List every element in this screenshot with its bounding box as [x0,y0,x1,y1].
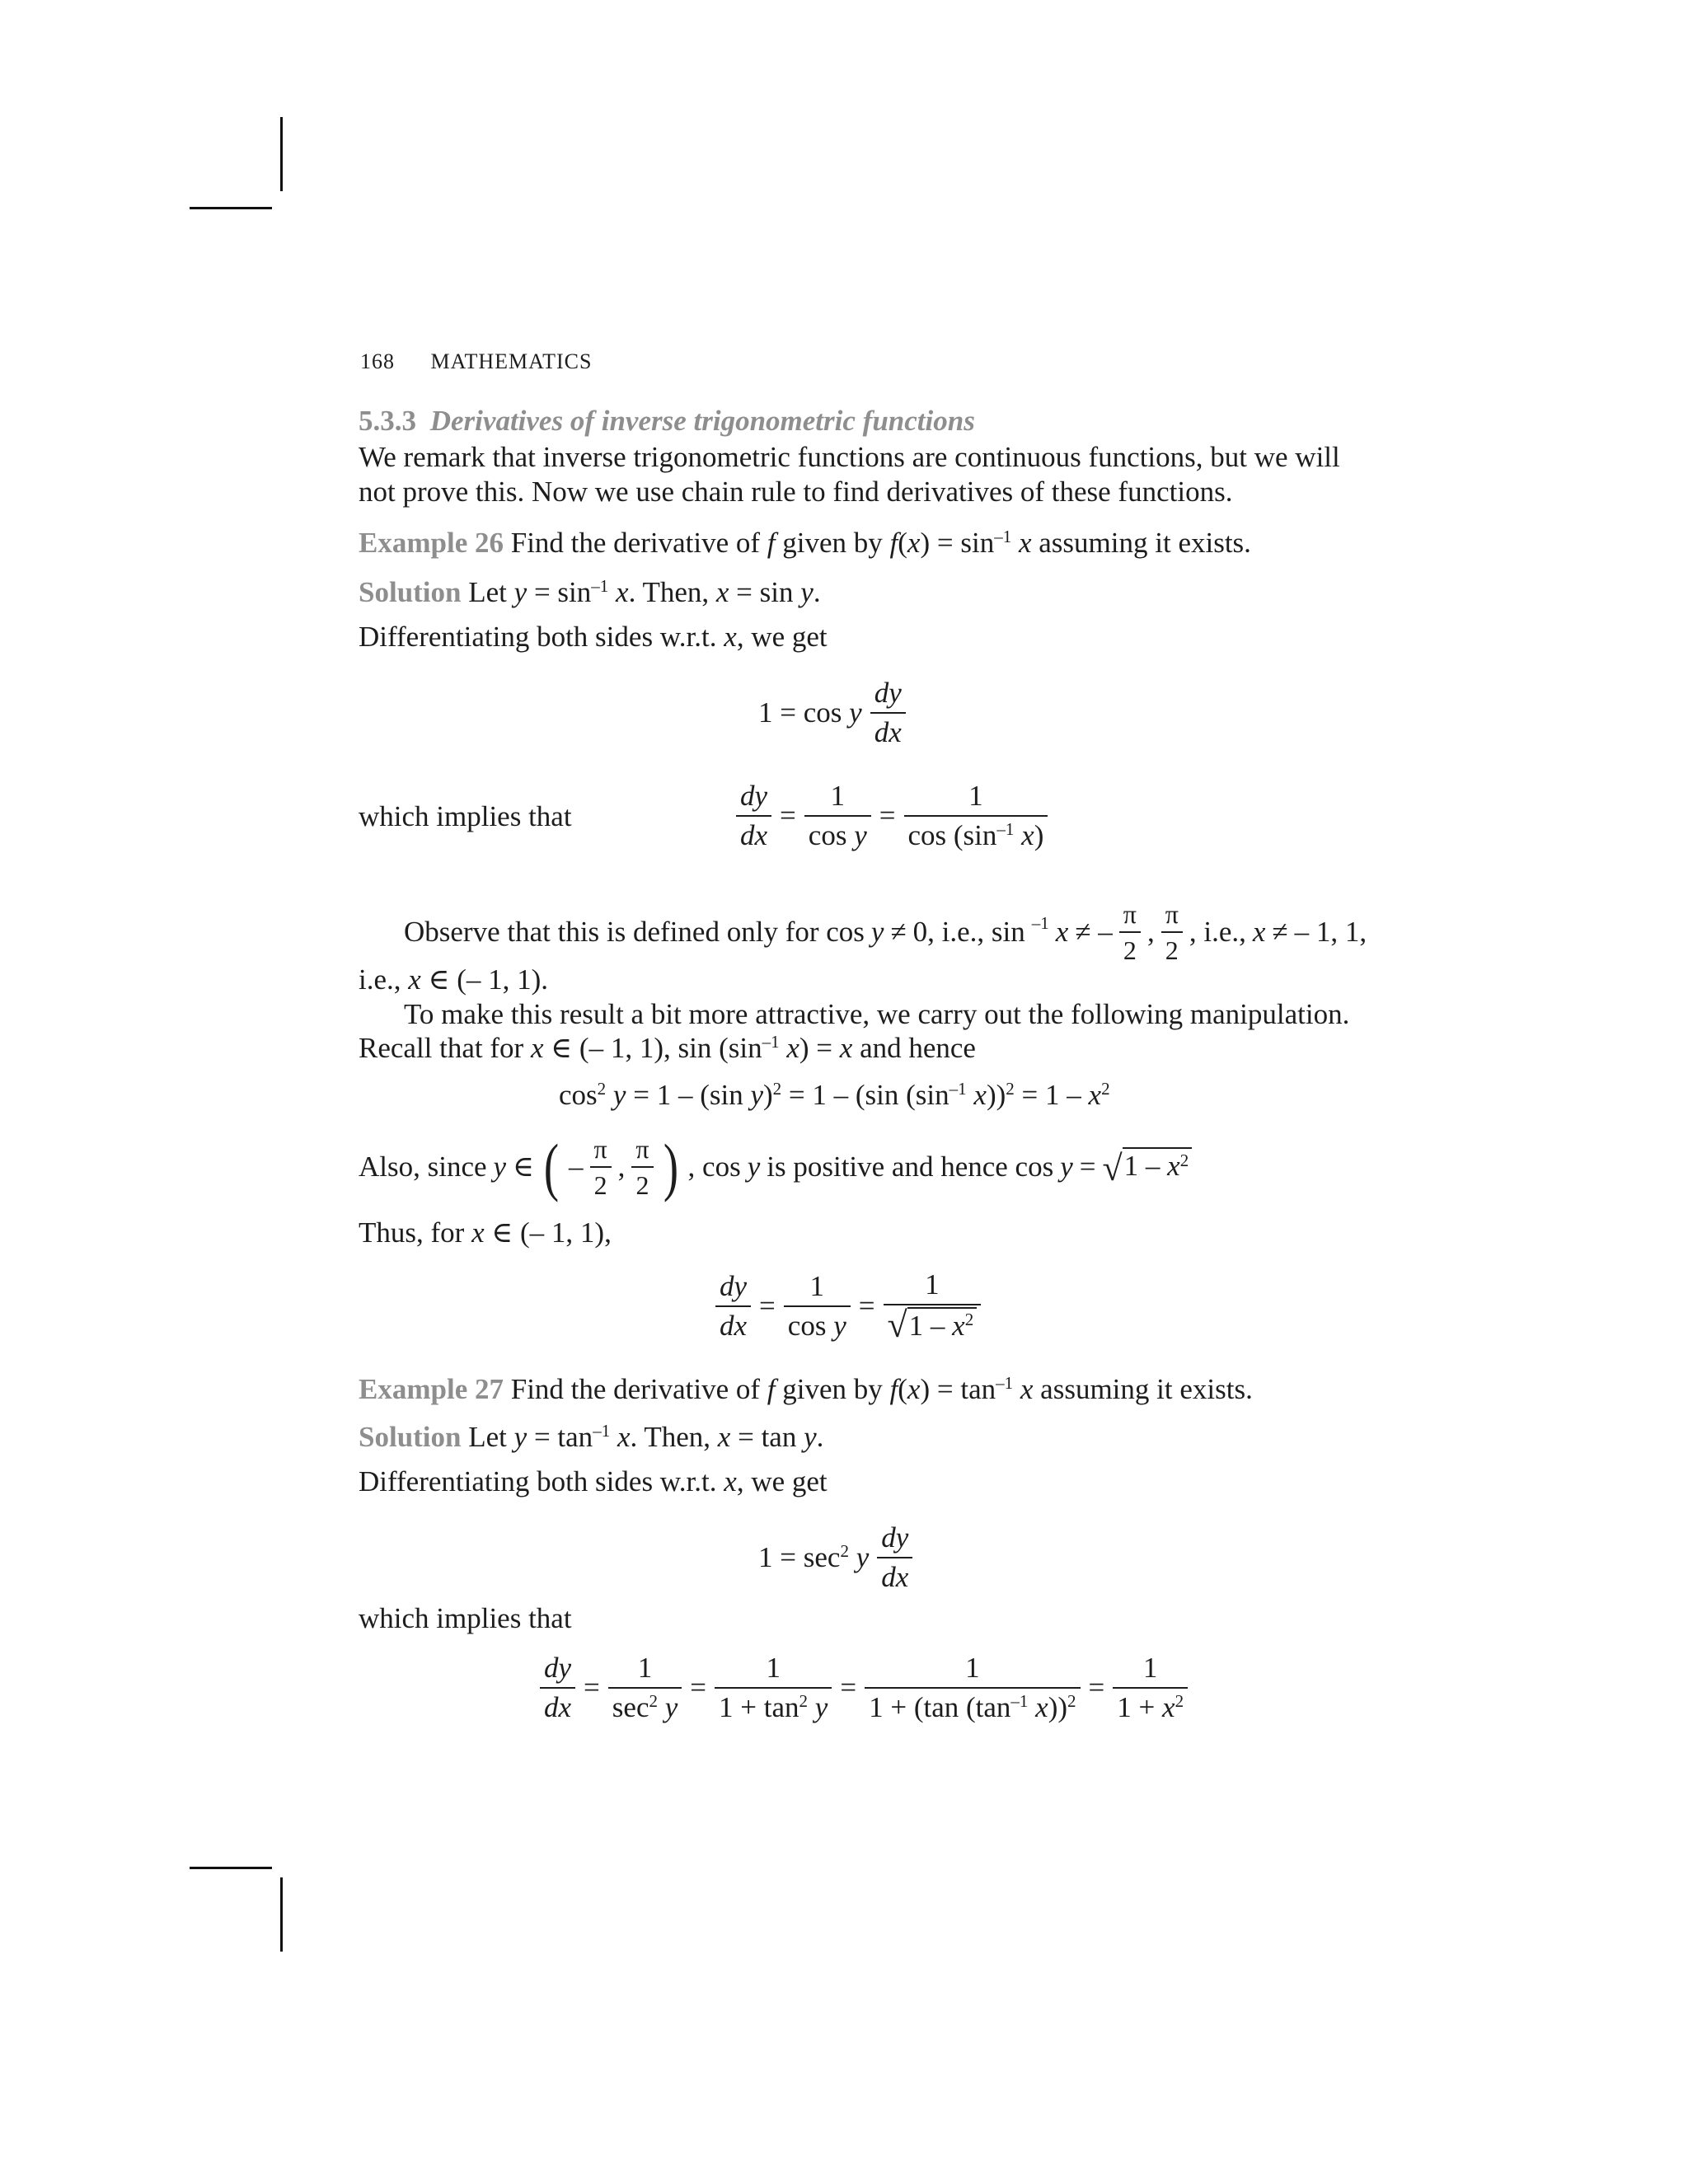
recall-text-3: and hence [860,1032,976,1064]
page-header [360,344,592,379]
recall-text-2: (– 1, 1), sin (sin [579,1032,762,1064]
section-number: 5.3.3 [359,405,416,437]
observe-line: Observe that this is defined only for cos y ≠ 0, i.e., sin $^{-1}$ x ≠ – $\frac{\pi}{2}$ , $\frac{\pi}{2}$ , i.e., x ≠ – 1, 1, [404,899,1367,966]
example-27-text: Find the derivative of [510,1373,761,1405]
crop-mark-top-vertical [280,117,283,191]
thus-text: Thus, for [359,1216,465,1249]
interval-text: (– 1, 1). [457,963,549,996]
thus-text-2: (– 1, 1), [520,1216,612,1249]
equation-result-arcsin: $\frac{dy}{dx}$ = $\frac{1}{\text{cos y}}$ = 1 √ $1 - x^2$ [715,1268,981,1345]
observe-text-4: – 1, 1, [1294,916,1367,949]
interval-line: i.e., x ∈ (– 1, 1). [359,963,549,996]
also-text: Also, since [359,1151,487,1183]
ie-text: i.e., [359,963,401,996]
sqrt-one-minus-x-squared: √ $1 - x^2$ [1103,1147,1193,1187]
section-heading [359,404,975,438]
solution-label-2: Solution [359,1421,462,1453]
also-text-2: , cos [687,1151,741,1183]
intro-paragraph-line-1: We remark that inverse trigonometric functions are continuous functions, but we will [359,441,1340,473]
recall-text: Recall that for [359,1032,524,1064]
observe-text-2: 0, i.e., sin [912,916,1025,949]
example-26-label: Example 26 [359,527,504,559]
observe-text: Observe that this is defined only for cos [404,916,865,949]
crop-mark-bottom-vertical [280,1877,283,1952]
differentiating-line-2: Differentiating both sides w.r.t. x, we get [359,1465,828,1497]
which-implies-1: which implies that [359,800,572,832]
intro-paragraph-line-2: not prove this. Now we use chain rule to find derivatives of these functions. [359,476,1233,508]
example-27-text-2: given by [782,1373,883,1405]
thus-line: Thus, for x ∈ (– 1, 1), [359,1216,612,1249]
also-since-line: Also, since y ∈ ( – $\frac{\pi}{2}$ , $\frac{\pi}{2}$ ) , cos y is positive and hence cos y = √ $1 - x^2$ [359,1133,1192,1202]
crop-mark-bottom-horizontal [190,1867,272,1869]
differentiating-end-2: , we get [736,1465,828,1497]
attract-line: To make this result a bit more attractive, we carry out the following manipulation. [404,998,1350,1030]
running-title: MATHEMATICS [430,349,593,373]
example-27-solution-line: Solution Let $y = \tan^{-1} x$. Then, x = tan y. [359,1421,824,1453]
example-26-text: Find the derivative of [510,527,761,559]
recall-line: Recall that for x ∈ (– 1, 1), $\sin (\sin^{-1}$ x) = x and hence [359,1032,976,1064]
example-26-statement: Example 26 Find the derivative of f given by $f(x) = \sin^{-1} x$ assuming it exists. [359,527,1251,559]
differentiating-text-2: Differentiating both sides w.r.t. [359,1465,717,1497]
solution-label: Solution [359,576,462,608]
crop-mark-top-horizontal [190,207,272,209]
differentiating-text: Differentiating both sides w.r.t. [359,621,717,653]
equation-1-sec-squared: $1 = \sec^2 y$ $\frac{dy}{dx}$ [758,1521,912,1595]
which-implies-2: which implies that [359,1602,572,1634]
differentiating-line: Differentiating both sides w.r.t. x, we get [359,621,828,653]
equation-dy-dx-sin-inverse: $\frac{dy}{dx}$ = $\frac{1}{\text{cos y}}$ = $\frac{1}{\cos (\sin^{-1} x)}$ [736,779,1048,853]
example-27-statement: Example 27 Find the derivative of f given by $f(x) = \tan^{-1} x$ assuming it exists. [359,1373,1253,1405]
equation-1-cos-y: 1 = cos y $\frac{dy}{dx}$ [758,676,906,750]
equation-result-arctan: $\frac{dy}{dx}$ = $\frac{1}{\sec^2 y}$ = $\frac{1}{1 + \tan^2 y}$ = $\frac{1}{1 + (\tan (\tan^{-1} x))^2}$ = $\frac{1}{1 + x^2}$ [540,1651,1188,1725]
example-27-text-3: assuming it exists. [1040,1373,1253,1405]
differentiating-end: , we get [736,621,828,653]
also-text-3: is positive and hence cos [767,1151,1054,1183]
example-27-label: Example 27 [359,1373,504,1405]
example-26-text-3: assuming it exists. [1039,527,1251,559]
equation-cos-squared: $\cos^2 y = 1 - (\sin$ y)$^2$ = 1 – (sin ($\sin^{-1}$ $x))^2 = 1 - x^2$ [559,1079,1110,1111]
example-26-solution-line: Solution Let $y = \sin^{-1} x$. Then, x = sin y. [359,576,821,608]
observe-text-3: , i.e., [1189,916,1246,949]
example-26-text-2: given by [782,527,883,559]
section-title: Derivatives of inverse trigonometric functions [429,405,975,437]
page-number: 168 [360,349,395,373]
